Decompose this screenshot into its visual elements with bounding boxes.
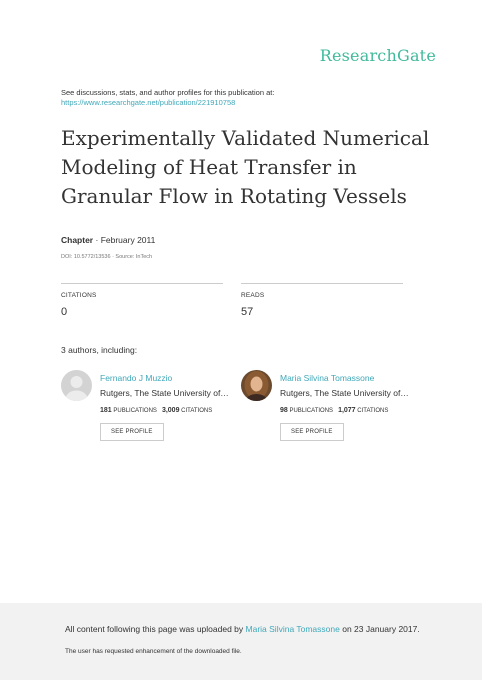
publication-date: · February 2011 — [95, 235, 156, 245]
footer — [0, 603, 482, 680]
reads-label: READS — [241, 292, 265, 299]
author-publications-label: PUBLICATIONS — [113, 408, 157, 414]
publication-title: Experimentally Validated Numerical Modeling of Heat Transfer in Granular Flow in Rotating Vessels — [61, 126, 430, 208]
enhancement-note: The user has requested enhancement of the downloaded file. — [65, 648, 242, 655]
intro-block — [61, 88, 274, 108]
upload-notice-suffix: on 23 January 2017. — [339, 624, 420, 634]
author-institution: Rutgers, The State University of… — [280, 388, 409, 398]
citations-label: CITATIONS — [61, 292, 97, 299]
author-publications-count: 98 — [280, 407, 288, 414]
reads-value: 57 — [241, 306, 254, 318]
profile-photo[interactable] — [241, 370, 272, 401]
author-stats — [280, 407, 430, 414]
publication-doi: DOI: 10.5772/13536 · Source: InTech — [61, 254, 153, 260]
see-profile-button[interactable]: SEE PROFILE — [280, 423, 344, 441]
author-citations-label: CITATIONS — [357, 408, 389, 414]
upload-notice — [65, 624, 420, 634]
author-publications-label: PUBLICATIONS — [289, 408, 334, 414]
author-stats — [100, 407, 250, 414]
author-name-link[interactable]: Fernando J Muzzio — [100, 373, 173, 383]
author-citations-label: CITATIONS — [181, 408, 213, 414]
reads-stat — [241, 283, 403, 318]
authors-heading: 3 authors, including: — [61, 345, 138, 355]
author-institution: Rutgers, The State University of… — [100, 388, 229, 398]
uploader-link[interactable]: Maria Silvina Tomassone — [245, 624, 340, 634]
researchgate-logo[interactable]: ResearchGate — [319, 46, 436, 65]
intro-text: See discussions, stats, and author profiles for this publication at: — [61, 88, 275, 97]
author-name-link[interactable]: Maria Silvina Tomassone — [280, 373, 375, 383]
default-person-icon[interactable] — [61, 370, 92, 401]
publication-type: Chapter — [61, 235, 94, 245]
author-citations-count: 3,009 — [161, 407, 180, 414]
publication-url-link[interactable]: https://www.researchgate.net/publication/221910758 — [61, 98, 236, 107]
see-profile-button[interactable]: SEE PROFILE — [100, 423, 164, 441]
publication-meta — [61, 235, 155, 245]
author-publications-count: 181 — [100, 407, 112, 414]
citations-value: 0 — [61, 306, 68, 318]
author-citations-count: 1,077 — [338, 407, 356, 414]
upload-notice-prefix: All content following this page was uploaded by — [65, 624, 246, 634]
citations-stat — [61, 283, 223, 318]
